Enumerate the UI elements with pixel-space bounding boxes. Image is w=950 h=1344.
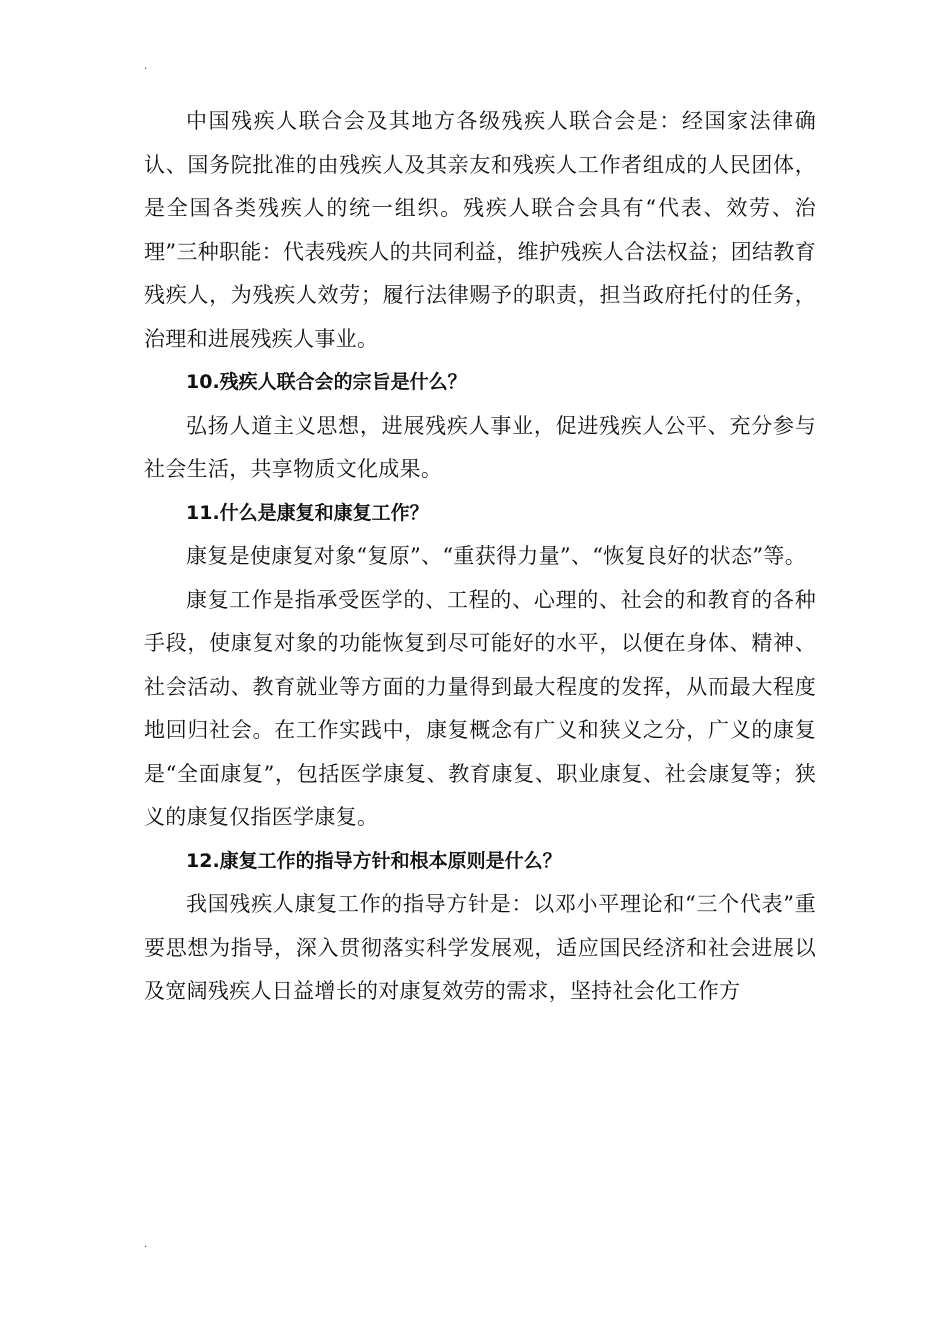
header-mark: . — [144, 61, 148, 72]
paragraph-cdpf-definition: 中国残疾人联合会及其地方各级残疾人联合会是：经国家法律确认、国务院批准的由残疾人及其亲友和残疾人工作者组成的人民团体，是全国各类残疾人的统一组织。残疾人联合会具有“代表、效劳、治理”三种职能：代表残疾人的共同利益，维护残疾人合法权益；团结教育残疾人，为残疾人效劳；履行法律赐予的职责，担当政府托付的任务，治理和进展残疾人事业。 — [144, 109, 816, 351]
footer-mark: . — [144, 1239, 148, 1250]
question-heading-11: 11.什么是康复和康复工作？ — [186, 501, 429, 524]
question-heading-12: 12.康复工作的指导方针和根本原则是什么？ — [186, 849, 562, 872]
paragraph-rehab-guideline: 我国残疾人康复工作的指导方针是：以邓小平理论和“三个代表”重要思想为指导，深入贯彻落实科学发展观，适应国民经济和社会进展以及宽阔残疾人日益增长的对康复效劳的需求，坚持社会化工作方 — [144, 892, 816, 1003]
document-body — [144, 100, 816, 1014]
paragraph-rehab-definition: 康复是使康复对象“复原”、“重获得力量”、“恢复良好的状态”等。 — [186, 544, 807, 568]
paragraph-rehab-work: 康复工作是指承受医学的、工程的、心理的、社会的和教育的各种手段，使康复对象的功能恢复到尽可能好的水平，以便在身体、精神、社会活动、教育就业等方面的力量得到最大程度的发挥，从而最大程度地回归社会。在工作实践中，康复概念有广义和狭义之分，广义的康复是“全面康复”，包括医学康复、教育康复、职业康复、社会康复等；狭义的康复仅指医学康复。 — [144, 587, 816, 829]
paragraph-cdpf-purpose: 弘扬人道主义思想，进展残疾人事业，促进残疾人公平、充分参与社会生活，共享物质文化成果。 — [144, 413, 816, 481]
question-heading-10: 10.残疾人联合会的宗旨是什么？ — [186, 371, 467, 393]
